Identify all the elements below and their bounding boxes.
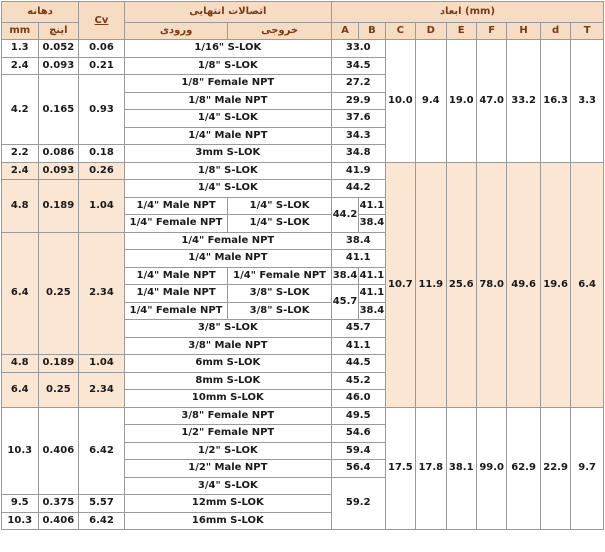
mm-cell: 4.8 <box>2 355 39 373</box>
dim-h-cell: 62.9 <box>507 407 540 530</box>
inlet-cell: 1/4" Male NPT <box>124 267 228 285</box>
dim-c-cell: 10.0 <box>385 40 415 163</box>
header-row-1 <box>2 2 604 23</box>
dim-b-cell: 38.4 <box>359 302 385 320</box>
connection-cell: 6mm S-LOK <box>124 355 331 373</box>
dim-a-header: A <box>331 23 358 40</box>
inch-cell: 0.406 <box>38 407 79 495</box>
cv-cell: 0.93 <box>79 75 125 145</box>
mm-header: mm <box>2 23 39 40</box>
dim-e-cell: 19.0 <box>446 40 476 163</box>
inlet-cell: 1/4" Male NPT <box>124 197 228 215</box>
cv-cell: 1.04 <box>79 180 125 233</box>
dim-a-cell: 37.6 <box>331 110 385 128</box>
end-connections-header: اتصالات انتهایی <box>124 2 331 23</box>
inch-cell: 0.052 <box>38 40 79 58</box>
nozzle-header: دهانه <box>2 2 79 23</box>
dim-a-cell: 34.5 <box>331 57 385 75</box>
dim-h-cell: 49.6 <box>507 162 540 407</box>
inch-cell: 0.25 <box>38 372 79 407</box>
mm-cell: 1.3 <box>2 40 39 58</box>
dim-f-cell: 47.0 <box>476 40 506 163</box>
cv-cell: 1.04 <box>79 355 125 373</box>
mm-cell: 6.4 <box>2 232 39 355</box>
dim-a-cell: 59.2 <box>331 477 385 530</box>
dim-b-header: B <box>359 23 385 40</box>
connection-cell: 1/8" S-LOK <box>124 57 331 75</box>
connection-cell: 1/2" Female NPT <box>124 425 331 443</box>
connection-cell: 3mm S-LOK <box>124 145 331 163</box>
connection-cell: 3/4" S-LOK <box>124 477 331 495</box>
connection-cell: 3/8" Male NPT <box>124 337 331 355</box>
mm-cell: 10.3 <box>2 407 39 495</box>
dim-a-cell: 41.9 <box>331 162 385 180</box>
inch-cell: 0.375 <box>38 495 79 513</box>
cv-cell: 0.21 <box>79 57 125 75</box>
dim-b-cell: 41.1 <box>359 267 385 285</box>
cv-header: Cv <box>79 2 125 40</box>
cv-cell: 6.42 <box>79 512 125 530</box>
dim-a-cell: 44.2 <box>331 180 385 198</box>
dim-b-cell: 41.1 <box>359 285 385 303</box>
cv-cell: 0.18 <box>79 145 125 163</box>
dim-e-cell: 38.1 <box>446 407 476 530</box>
dim-a-cell: 45.2 <box>331 372 385 390</box>
dim-d-cell: 17.8 <box>416 407 446 530</box>
dim-h-header: H <box>507 23 540 40</box>
inch-cell: 0.189 <box>38 355 79 373</box>
dimensions-header: ابعاد (mm) <box>331 2 603 23</box>
outlet-cell: 1/4" Female NPT <box>228 267 332 285</box>
dim-t-cell: 9.7 <box>571 407 604 530</box>
connection-cell: 1/4" Male NPT <box>124 250 331 268</box>
dim-a-cell: 41.1 <box>331 337 385 355</box>
dim-d-small-cell: 22.9 <box>540 407 570 530</box>
dim-c-cell: 17.5 <box>385 407 415 530</box>
table-row <box>2 407 604 425</box>
spec-table-container <box>1 1 604 550</box>
dim-d-cell: 9.4 <box>416 40 446 163</box>
connection-cell: 1/4" S-LOK <box>124 110 331 128</box>
valve-spec-table <box>1 1 604 530</box>
cv-cell: 2.34 <box>79 372 125 407</box>
dim-e-cell: 25.6 <box>446 162 476 407</box>
dim-f-header: F <box>476 23 506 40</box>
connection-cell: 12mm S-LOK <box>124 495 331 513</box>
inch-cell: 0.165 <box>38 75 79 145</box>
dim-a-cell: 45.7 <box>331 285 358 320</box>
inch-cell: 0.25 <box>38 232 79 355</box>
dim-a-cell: 46.0 <box>331 390 385 408</box>
dim-f-cell: 99.0 <box>476 407 506 530</box>
dim-a-cell: 34.3 <box>331 127 385 145</box>
dim-a-cell: 38.4 <box>331 232 385 250</box>
outlet-cell: 3/8" S-LOK <box>228 302 332 320</box>
dim-c-header: C <box>385 23 415 40</box>
dim-a-cell: 45.7 <box>331 320 385 338</box>
mm-cell: 2.4 <box>2 57 39 75</box>
dim-b-cell: 41.1 <box>359 197 385 215</box>
inlet-cell: 1/4" Female NPT <box>124 302 228 320</box>
connection-cell: 1/4" S-LOK <box>124 180 331 198</box>
cv-cell: 0.06 <box>79 40 125 58</box>
dim-f-cell: 78.0 <box>476 162 506 407</box>
outlet-cell: 3/8" S-LOK <box>228 285 332 303</box>
dim-a-cell: 44.5 <box>331 355 385 373</box>
dim-h-cell: 33.2 <box>507 40 540 163</box>
mm-cell: 9.5 <box>2 495 39 513</box>
connection-cell: 3/8" S-LOK <box>124 320 331 338</box>
dim-a-cell: 34.8 <box>331 145 385 163</box>
cv-cell: 5.57 <box>79 495 125 513</box>
connection-cell: 1/4" Female NPT <box>124 232 331 250</box>
cv-cell: 0.26 <box>79 162 125 180</box>
inch-cell: 0.093 <box>38 162 79 180</box>
table-row <box>2 40 604 58</box>
dim-c-cell: 10.7 <box>385 162 415 407</box>
dim-a-cell: 54.6 <box>331 425 385 443</box>
connection-cell: 3/8" Female NPT <box>124 407 331 425</box>
mm-cell: 10.3 <box>2 512 39 530</box>
outlet-cell: 1/4" S-LOK <box>228 197 332 215</box>
connection-cell: 1/8" Female NPT <box>124 75 331 93</box>
dim-a-cell: 27.2 <box>331 75 385 93</box>
connection-cell: 1/8" S-LOK <box>124 162 331 180</box>
connection-cell: 10mm S-LOK <box>124 390 331 408</box>
dim-d-small-cell: 19.6 <box>540 162 570 407</box>
dim-t-cell: 3.3 <box>571 40 604 163</box>
dim-d-header: D <box>416 23 446 40</box>
inch-cell: 0.086 <box>38 145 79 163</box>
dim-a-cell: 41.1 <box>331 250 385 268</box>
mm-cell: 2.4 <box>2 162 39 180</box>
inch-cell: 0.406 <box>38 512 79 530</box>
cv-cell: 6.42 <box>79 407 125 495</box>
connection-cell: 1/16" S-LOK <box>124 40 331 58</box>
mm-cell: 2.2 <box>2 145 39 163</box>
table-row <box>2 162 604 180</box>
dim-a-cell: 56.4 <box>331 460 385 478</box>
cv-cell: 2.34 <box>79 232 125 355</box>
connection-cell: 16mm S-LOK <box>124 512 331 530</box>
inlet-cell: 1/4" Female NPT <box>124 215 228 233</box>
dim-a-cell: 38.4 <box>331 267 358 285</box>
inch-cell: 0.189 <box>38 180 79 233</box>
dim-e-header: E <box>446 23 476 40</box>
outlet-header: خروجی <box>228 23 332 40</box>
inlet-header: ورودی <box>124 23 228 40</box>
connection-cell: 1/2" Male NPT <box>124 460 331 478</box>
dim-d-small-cell: 16.3 <box>540 40 570 163</box>
dim-a-cell: 29.9 <box>331 92 385 110</box>
connection-cell: 1/4" Male NPT <box>124 127 331 145</box>
dim-t-cell: 6.4 <box>571 162 604 407</box>
connection-cell: 1/2" S-LOK <box>124 442 331 460</box>
dim-d-small-header: d <box>540 23 570 40</box>
connection-cell: 8mm S-LOK <box>124 372 331 390</box>
inlet-cell: 1/4" Male NPT <box>124 285 228 303</box>
mm-cell: 4.2 <box>2 75 39 145</box>
dim-a-cell: 44.2 <box>331 197 358 232</box>
inch-cell: 0.093 <box>38 57 79 75</box>
outlet-cell: 1/4" S-LOK <box>228 215 332 233</box>
mm-cell: 6.4 <box>2 372 39 407</box>
connection-cell: 1/8" Male NPT <box>124 92 331 110</box>
dim-b-cell: 38.4 <box>359 215 385 233</box>
dim-a-cell: 33.0 <box>331 40 385 58</box>
dim-t-header: T <box>571 23 604 40</box>
dim-d-cell: 11.9 <box>416 162 446 407</box>
inch-header: اینچ <box>38 23 79 40</box>
mm-cell: 4.8 <box>2 180 39 233</box>
dim-a-cell: 59.4 <box>331 442 385 460</box>
dim-a-cell: 49.5 <box>331 407 385 425</box>
